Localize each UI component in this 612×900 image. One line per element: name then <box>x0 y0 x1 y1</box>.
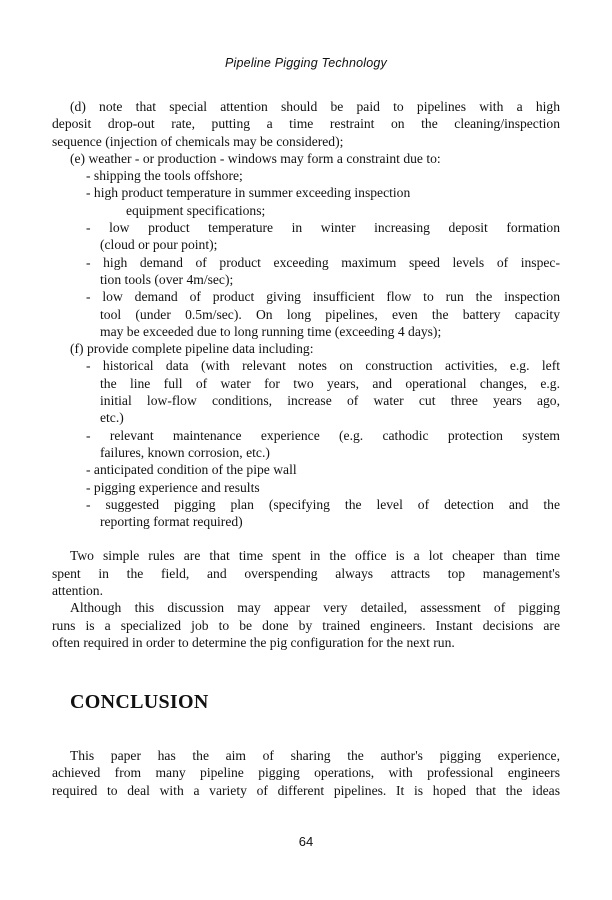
text-line: - suggested pigging plan (specifying the level of detection and the <box>86 496 560 512</box>
text-line: - pigging experience and results <box>86 479 260 495</box>
text-line: - low product temperature in winter increasing deposit formation <box>86 220 560 236</box>
text-line: attention. <box>52 583 103 599</box>
text-line: initial low-flow conditions, increase of water cut three years ago, <box>100 393 560 409</box>
text-line: sequence (injection of chemicals may be considered); <box>52 133 344 149</box>
text-line: equipment specifications; <box>126 202 266 218</box>
text-line: - high product temperature in summer exceeding inspection <box>86 185 411 201</box>
body-text <box>52 98 560 651</box>
text-line: (cloud or pour point); <box>100 237 218 253</box>
running-head: Pipeline Pigging Technology <box>225 56 387 70</box>
text-line: (e) weather - or production - windows may form a constraint due to: <box>70 150 441 166</box>
section-heading: CONCLUSION <box>70 691 209 713</box>
text-line: - low demand of product giving insufficient flow to run the inspection <box>86 289 560 305</box>
text-line: reporting format required) <box>100 514 243 530</box>
text-line: - relevant maintenance experience (e.g. cathodic protection system <box>86 427 560 443</box>
page-number: 64 <box>298 834 314 849</box>
text-line: achieved from many pipeline pigging operations, with professional engineers <box>52 765 560 781</box>
conclusion-text <box>52 747 560 799</box>
text-line: the line full of water for two years, and operational changes, e.g. <box>100 375 560 391</box>
text-line: - historical data (with relevant notes on construction activities, e.g. left <box>86 358 560 374</box>
text-line: - anticipated condition of the pipe wall <box>86 462 297 478</box>
text-line: runs is a specialized job to be done by trained engineers. Instant decisions are <box>52 617 560 633</box>
text-line: Two simple rules are that time spent in the office is a lot cheaper than time <box>70 548 560 564</box>
paragraph-gap <box>52 530 560 547</box>
text-line: failures, known corrosion, etc.) <box>100 444 270 460</box>
text-line: etc.) <box>100 410 124 426</box>
text-line: required to deal with a variety of different pipelines. It is hoped that the ideas <box>52 782 560 798</box>
text-line: often required in order to determine the pig configuration for the next run. <box>52 634 455 650</box>
text-line: - high demand of product exceeding maximum speed levels of inspec- <box>86 254 560 270</box>
text-line: spent in the field, and overspending always attracts top management's <box>52 565 560 581</box>
text-line: This paper has the aim of sharing the author's pigging experience, <box>70 748 560 763</box>
text-line: - shipping the tools offshore; <box>86 168 243 184</box>
text-line: may be exceeded due to long running time (exceeding 4 days); <box>100 323 442 339</box>
text-line: tool (under 0.5m/sec). On long pipelines, even the battery capacity <box>100 306 560 322</box>
text-line: (f) provide complete pipeline data including: <box>70 341 314 357</box>
text-line: deposit drop-out rate, putting a time restraint on the cleaning/inspection <box>52 116 560 132</box>
text-line: tion tools (over 4m/sec); <box>100 271 234 287</box>
text-line: Although this discussion may appear very detailed, assessment of pigging <box>70 600 560 616</box>
text-line: (d) note that special attention should be paid to pipelines with a high <box>70 99 560 114</box>
